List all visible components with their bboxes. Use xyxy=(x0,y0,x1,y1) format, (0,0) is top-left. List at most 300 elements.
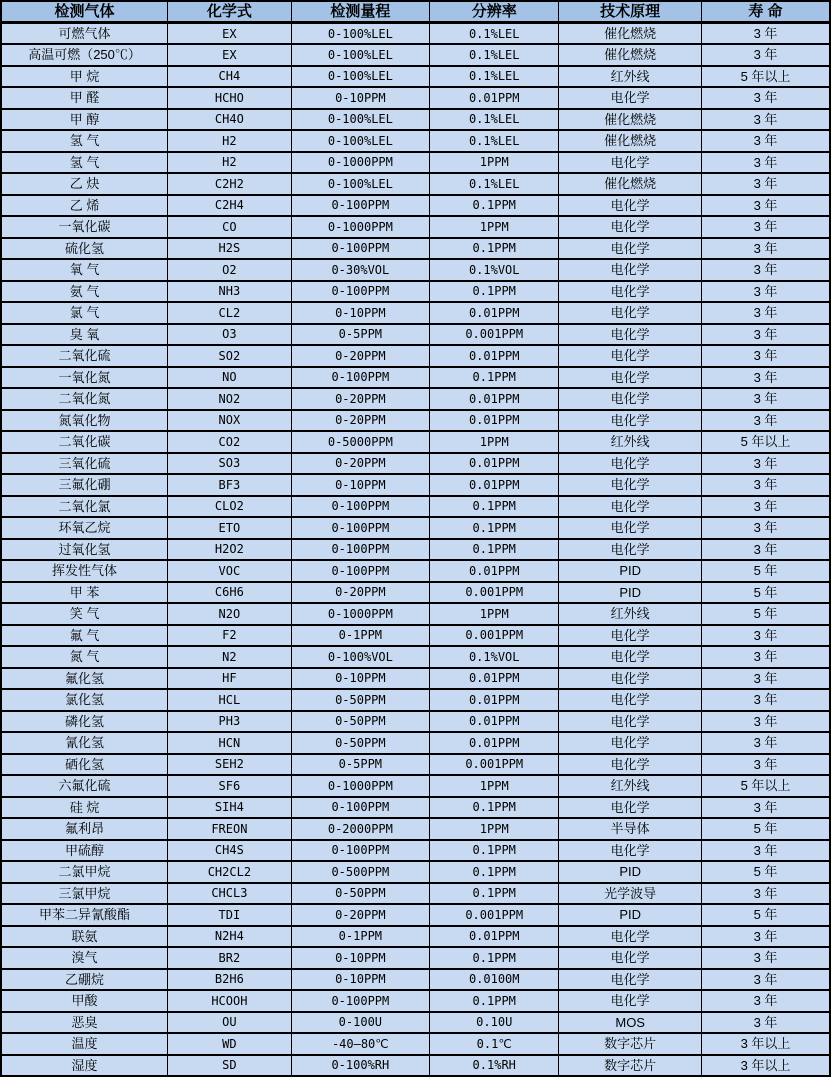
table-row xyxy=(1,302,830,324)
chemical-formula-cell: SO3 xyxy=(168,453,292,475)
resolution-cell: 0.1PPM xyxy=(430,840,559,862)
table-row xyxy=(1,195,830,217)
gas-name-cell: 溴气 xyxy=(1,947,168,969)
gas-name-cell: 氢 气 xyxy=(1,152,168,174)
lifespan-cell: 3 年 xyxy=(701,87,830,109)
gas-name-cell: 氢 气 xyxy=(1,130,168,152)
technology-principle-cell: 电化学 xyxy=(559,87,702,109)
technology-principle-cell: 电化学 xyxy=(559,668,702,690)
resolution-cell: 1PPM xyxy=(430,431,559,453)
gas-name-cell: 三氧化硫 xyxy=(1,453,168,475)
detection-range-cell: 0-100PPM xyxy=(291,281,429,303)
technology-principle-cell: 电化学 xyxy=(559,410,702,432)
detection-range-cell: 0-20PPM xyxy=(291,453,429,475)
detection-range-cell: 0-100%LEL xyxy=(291,109,429,131)
detection-range-cell: 0-100PPM xyxy=(291,238,429,260)
table-row xyxy=(1,23,830,45)
table-row xyxy=(1,840,830,862)
chemical-formula-cell: N2O xyxy=(168,603,292,625)
resolution-cell: 0.1%LEL xyxy=(430,173,559,195)
resolution-cell: 1PPM xyxy=(430,216,559,238)
gas-name-cell: 笑 气 xyxy=(1,603,168,625)
chemical-formula-cell: VOC xyxy=(168,560,292,582)
lifespan-cell: 3 年 xyxy=(701,130,830,152)
detection-range-cell: 0-100PPM xyxy=(291,195,429,217)
resolution-cell: 0.1PPM xyxy=(430,195,559,217)
resolution-cell: 0.1%VOL xyxy=(430,259,559,281)
table-row xyxy=(1,969,830,991)
technology-principle-cell: 电化学 xyxy=(559,517,702,539)
chemical-formula-cell: N2H4 xyxy=(168,926,292,948)
gas-name-cell: 二氧化碳 xyxy=(1,431,168,453)
resolution-cell: 0.1%LEL xyxy=(430,66,559,88)
lifespan-cell: 5 年 xyxy=(701,861,830,883)
technology-principle-cell: 电化学 xyxy=(559,367,702,389)
detection-range-cell: 0-10PPM xyxy=(291,969,429,991)
technology-principle-cell: 催化燃烧 xyxy=(559,109,702,131)
lifespan-cell: 5 年 xyxy=(701,818,830,840)
table-row xyxy=(1,152,830,174)
detection-range-cell: 0-1PPM xyxy=(291,926,429,948)
table-row xyxy=(1,754,830,776)
technology-principle-cell: 电化学 xyxy=(559,969,702,991)
resolution-cell: 0.1PPM xyxy=(430,947,559,969)
technology-principle-cell: PID xyxy=(559,582,702,604)
chemical-formula-cell: CHCL3 xyxy=(168,883,292,905)
detection-range-cell: 0-100PPM xyxy=(291,990,429,1012)
lifespan-cell: 3 年 xyxy=(701,216,830,238)
lifespan-cell: 3 年以上 xyxy=(701,1055,830,1077)
technology-principle-cell: 数字芯片 xyxy=(559,1033,702,1055)
technology-principle-cell: 红外线 xyxy=(559,66,702,88)
detection-range-cell: 0-100PPM xyxy=(291,797,429,819)
chemical-formula-cell: NO2 xyxy=(168,388,292,410)
chemical-formula-cell: WD xyxy=(168,1033,292,1055)
gas-name-cell: 硒化氢 xyxy=(1,754,168,776)
gas-name-cell: 甲苯二异氰酸酯 xyxy=(1,904,168,926)
resolution-cell: 0.1PPM xyxy=(430,281,559,303)
gas-name-cell: 甲 烷 xyxy=(1,66,168,88)
resolution-cell: 0.01PPM xyxy=(430,388,559,410)
technology-principle-cell: 电化学 xyxy=(559,646,702,668)
detection-range-cell: -40—80℃ xyxy=(291,1033,429,1055)
table-row xyxy=(1,517,830,539)
detection-range-cell: 0-10PPM xyxy=(291,302,429,324)
technology-principle-cell: 电化学 xyxy=(559,216,702,238)
table-row xyxy=(1,539,830,561)
table-row xyxy=(1,926,830,948)
lifespan-cell: 3 年 xyxy=(701,345,830,367)
detection-range-cell: 0-20PPM xyxy=(291,345,429,367)
chemical-formula-cell: C6H6 xyxy=(168,582,292,604)
lifespan-cell: 3 年 xyxy=(701,23,830,45)
technology-principle-cell: 电化学 xyxy=(559,711,702,733)
lifespan-cell: 3 年 xyxy=(701,1012,830,1034)
resolution-cell: 0.1%LEL xyxy=(430,44,559,66)
table-row xyxy=(1,453,830,475)
gas-name-cell: 过氧化氢 xyxy=(1,539,168,561)
lifespan-cell: 3 年 xyxy=(701,732,830,754)
technology-principle-cell: 红外线 xyxy=(559,431,702,453)
detection-range-cell: 0-10PPM xyxy=(291,668,429,690)
chemical-formula-cell: HCN xyxy=(168,732,292,754)
chemical-formula-cell: CLO2 xyxy=(168,496,292,518)
lifespan-cell: 3 年 xyxy=(701,689,830,711)
chemical-formula-cell: SIH4 xyxy=(168,797,292,819)
gas-name-cell: 氮 气 xyxy=(1,646,168,668)
technology-principle-cell: 光学波导 xyxy=(559,883,702,905)
resolution-cell: 0.01PPM xyxy=(430,345,559,367)
gas-name-cell: 二氧化氯 xyxy=(1,496,168,518)
chemical-formula-cell: CH4 xyxy=(168,66,292,88)
gas-name-cell: 硅 烷 xyxy=(1,797,168,819)
resolution-cell: 0.001PPM xyxy=(430,754,559,776)
technology-principle-cell: 数字芯片 xyxy=(559,1055,702,1077)
lifespan-cell: 3 年 xyxy=(701,259,830,281)
technology-principle-cell: 电化学 xyxy=(559,947,702,969)
table-row xyxy=(1,861,830,883)
lifespan-cell: 3 年 xyxy=(701,281,830,303)
table-row xyxy=(1,904,830,926)
table-row xyxy=(1,216,830,238)
chemical-formula-cell: O3 xyxy=(168,324,292,346)
table-row xyxy=(1,496,830,518)
column-header-principle: 技术原理 xyxy=(559,1,702,23)
technology-principle-cell: 电化学 xyxy=(559,345,702,367)
table-row xyxy=(1,1033,830,1055)
technology-principle-cell: 电化学 xyxy=(559,281,702,303)
gas-name-cell: 氨 气 xyxy=(1,281,168,303)
chemical-formula-cell: NOX xyxy=(168,410,292,432)
chemical-formula-cell: H2 xyxy=(168,130,292,152)
detection-range-cell: 0-100%VOL xyxy=(291,646,429,668)
lifespan-cell: 3 年 xyxy=(701,410,830,432)
detection-range-cell: 0-100PPM xyxy=(291,560,429,582)
table-row xyxy=(1,775,830,797)
chemical-formula-cell: BR2 xyxy=(168,947,292,969)
gas-name-cell: 乙 烯 xyxy=(1,195,168,217)
column-header-range: 检测量程 xyxy=(291,1,429,23)
technology-principle-cell: 电化学 xyxy=(559,689,702,711)
resolution-cell: 0.1PPM xyxy=(430,496,559,518)
table-row xyxy=(1,646,830,668)
resolution-cell: 0.001PPM xyxy=(430,625,559,647)
column-header-formula: 化学式 xyxy=(168,1,292,23)
resolution-cell: 0.01PPM xyxy=(430,474,559,496)
table-row xyxy=(1,474,830,496)
gas-name-cell: 恶臭 xyxy=(1,1012,168,1034)
technology-principle-cell: 电化学 xyxy=(559,539,702,561)
table-row xyxy=(1,990,830,1012)
detection-range-cell: 0-100%LEL xyxy=(291,23,429,45)
resolution-cell: 0.1%RH xyxy=(430,1055,559,1077)
chemical-formula-cell: OU xyxy=(168,1012,292,1034)
table-row xyxy=(1,238,830,260)
gas-name-cell: 氮氧化物 xyxy=(1,410,168,432)
table-row xyxy=(1,1012,830,1034)
technology-principle-cell: 电化学 xyxy=(559,496,702,518)
lifespan-cell: 5 年 xyxy=(701,603,830,625)
chemical-formula-cell: H2S xyxy=(168,238,292,260)
resolution-cell: 0.1%VOL xyxy=(430,646,559,668)
gas-name-cell: 六氟化硫 xyxy=(1,775,168,797)
table-row xyxy=(1,818,830,840)
table-row xyxy=(1,603,830,625)
detection-range-cell: 0-100PPM xyxy=(291,367,429,389)
lifespan-cell: 5 年以上 xyxy=(701,66,830,88)
lifespan-cell: 3 年 xyxy=(701,625,830,647)
gas-name-cell: 氟 气 xyxy=(1,625,168,647)
resolution-cell: 0.001PPM xyxy=(430,582,559,604)
lifespan-cell: 3 年 xyxy=(701,840,830,862)
technology-principle-cell: PID xyxy=(559,904,702,926)
column-header-gas: 检测气体 xyxy=(1,1,168,23)
technology-principle-cell: MOS xyxy=(559,1012,702,1034)
chemical-formula-cell: HF xyxy=(168,668,292,690)
detection-range-cell: 0-2000PPM xyxy=(291,818,429,840)
lifespan-cell: 3 年 xyxy=(701,990,830,1012)
resolution-cell: 0.1%LEL xyxy=(430,23,559,45)
resolution-cell: 0.1%LEL xyxy=(430,109,559,131)
resolution-cell: 1PPM xyxy=(430,818,559,840)
resolution-cell: 0.1PPM xyxy=(430,861,559,883)
resolution-cell: 0.10U xyxy=(430,1012,559,1034)
table-row xyxy=(1,689,830,711)
gas-name-cell: 乙硼烷 xyxy=(1,969,168,991)
technology-principle-cell: 电化学 xyxy=(559,195,702,217)
technology-principle-cell: 电化学 xyxy=(559,797,702,819)
technology-principle-cell: 催化燃烧 xyxy=(559,44,702,66)
table-row xyxy=(1,281,830,303)
detection-range-cell: 0-5000PPM xyxy=(291,431,429,453)
chemical-formula-cell: CH4O xyxy=(168,109,292,131)
gas-name-cell: 氯 气 xyxy=(1,302,168,324)
lifespan-cell: 3 年 xyxy=(701,539,830,561)
lifespan-cell: 3 年 xyxy=(701,711,830,733)
table-body xyxy=(1,23,830,1077)
detection-range-cell: 0-100%RH xyxy=(291,1055,429,1077)
detection-range-cell: 0-10PPM xyxy=(291,474,429,496)
technology-principle-cell: 电化学 xyxy=(559,474,702,496)
lifespan-cell: 3 年 xyxy=(701,195,830,217)
table-row xyxy=(1,87,830,109)
technology-principle-cell: 红外线 xyxy=(559,603,702,625)
gas-name-cell: 高温可燃（250℃） xyxy=(1,44,168,66)
lifespan-cell: 3 年 xyxy=(701,947,830,969)
gas-name-cell: 二氧化氮 xyxy=(1,388,168,410)
resolution-cell: 0.01PPM xyxy=(430,711,559,733)
chemical-formula-cell: H2 xyxy=(168,152,292,174)
resolution-cell: 0.0100M xyxy=(430,969,559,991)
chemical-formula-cell: CO xyxy=(168,216,292,238)
detection-range-cell: 0-100PPM xyxy=(291,539,429,561)
resolution-cell: 0.01PPM xyxy=(430,689,559,711)
resolution-cell: 0.1PPM xyxy=(430,990,559,1012)
gas-name-cell: 二氧化硫 xyxy=(1,345,168,367)
technology-principle-cell: 电化学 xyxy=(559,302,702,324)
chemical-formula-cell: EX xyxy=(168,44,292,66)
technology-principle-cell: 电化学 xyxy=(559,238,702,260)
gas-name-cell: 氟利昂 xyxy=(1,818,168,840)
resolution-cell: 0.1PPM xyxy=(430,367,559,389)
chemical-formula-cell: HCL xyxy=(168,689,292,711)
lifespan-cell: 3 年 xyxy=(701,517,830,539)
lifespan-cell: 3 年 xyxy=(701,238,830,260)
table-row xyxy=(1,732,830,754)
technology-principle-cell: 催化燃烧 xyxy=(559,130,702,152)
detection-range-cell: 0-20PPM xyxy=(291,410,429,432)
table-row xyxy=(1,44,830,66)
table-row xyxy=(1,668,830,690)
lifespan-cell: 3 年 xyxy=(701,668,830,690)
lifespan-cell: 3 年 xyxy=(701,646,830,668)
detection-range-cell: 0-1000PPM xyxy=(291,216,429,238)
table-row xyxy=(1,582,830,604)
technology-principle-cell: 红外线 xyxy=(559,775,702,797)
lifespan-cell: 3 年 xyxy=(701,367,830,389)
gas-name-cell: 甲硫醇 xyxy=(1,840,168,862)
resolution-cell: 0.01PPM xyxy=(430,560,559,582)
table-row xyxy=(1,947,830,969)
chemical-formula-cell: B2H6 xyxy=(168,969,292,991)
chemical-formula-cell: SEH2 xyxy=(168,754,292,776)
lifespan-cell: 3 年 xyxy=(701,302,830,324)
chemical-formula-cell: SF6 xyxy=(168,775,292,797)
gas-name-cell: 挥发性气体 xyxy=(1,560,168,582)
detection-range-cell: 0-20PPM xyxy=(291,388,429,410)
gas-name-cell: 温度 xyxy=(1,1033,168,1055)
gas-name-cell: 氧 气 xyxy=(1,259,168,281)
lifespan-cell: 3 年 xyxy=(701,44,830,66)
detection-range-cell: 0-1000PPM xyxy=(291,775,429,797)
resolution-cell: 1PPM xyxy=(430,775,559,797)
technology-principle-cell: 电化学 xyxy=(559,625,702,647)
lifespan-cell: 3 年 xyxy=(701,883,830,905)
resolution-cell: 0.1PPM xyxy=(430,797,559,819)
table-row xyxy=(1,130,830,152)
table-row xyxy=(1,109,830,131)
lifespan-cell: 3 年 xyxy=(701,109,830,131)
gas-name-cell: 环氧乙烷 xyxy=(1,517,168,539)
gas-name-cell: 联氨 xyxy=(1,926,168,948)
lifespan-cell: 3 年 xyxy=(701,926,830,948)
detection-range-cell: 0-10PPM xyxy=(291,947,429,969)
chemical-formula-cell: CH2CL2 xyxy=(168,861,292,883)
detection-range-cell: 0-100%LEL xyxy=(291,66,429,88)
detection-range-cell: 0-10PPM xyxy=(291,87,429,109)
resolution-cell: 1PPM xyxy=(430,603,559,625)
gas-name-cell: 一氧化氮 xyxy=(1,367,168,389)
detection-range-cell: 0-20PPM xyxy=(291,582,429,604)
chemical-formula-cell: PH3 xyxy=(168,711,292,733)
resolution-cell: 0.1PPM xyxy=(430,517,559,539)
resolution-cell: 1PPM xyxy=(430,152,559,174)
table-row xyxy=(1,711,830,733)
chemical-formula-cell: CL2 xyxy=(168,302,292,324)
gas-name-cell: 甲 醇 xyxy=(1,109,168,131)
detection-range-cell: 0-50PPM xyxy=(291,711,429,733)
detection-range-cell: 0-100U xyxy=(291,1012,429,1034)
chemical-formula-cell: TDI xyxy=(168,904,292,926)
gas-name-cell: 磷化氢 xyxy=(1,711,168,733)
technology-principle-cell: 电化学 xyxy=(559,152,702,174)
gas-name-cell: 可燃气体 xyxy=(1,23,168,45)
resolution-cell: 0.01PPM xyxy=(430,732,559,754)
chemical-formula-cell: BF3 xyxy=(168,474,292,496)
lifespan-cell: 3 年 xyxy=(701,474,830,496)
chemical-formula-cell: NH3 xyxy=(168,281,292,303)
chemical-formula-cell: SO2 xyxy=(168,345,292,367)
detection-range-cell: 0-50PPM xyxy=(291,689,429,711)
gas-name-cell: 氟化氢 xyxy=(1,668,168,690)
chemical-formula-cell: HCHO xyxy=(168,87,292,109)
detection-range-cell: 0-30%VOL xyxy=(291,259,429,281)
technology-principle-cell: PID xyxy=(559,560,702,582)
gas-name-cell: 湿度 xyxy=(1,1055,168,1077)
detection-range-cell: 0-50PPM xyxy=(291,883,429,905)
resolution-cell: 0.001PPM xyxy=(430,904,559,926)
lifespan-cell: 5 年 xyxy=(701,582,830,604)
detection-range-cell: 0-100%LEL xyxy=(291,130,429,152)
table-row xyxy=(1,410,830,432)
detection-range-cell: 0-20PPM xyxy=(291,904,429,926)
resolution-cell: 0.01PPM xyxy=(430,668,559,690)
gas-name-cell: 甲 苯 xyxy=(1,582,168,604)
lifespan-cell: 3 年以上 xyxy=(701,1033,830,1055)
technology-principle-cell: 电化学 xyxy=(559,926,702,948)
detection-range-cell: 0-100PPM xyxy=(291,840,429,862)
gas-name-cell: 乙 炔 xyxy=(1,173,168,195)
resolution-cell: 0.1PPM xyxy=(430,539,559,561)
gas-name-cell: 一氧化碳 xyxy=(1,216,168,238)
column-header-life: 寿 命 xyxy=(701,1,830,23)
table-row xyxy=(1,388,830,410)
resolution-cell: 0.001PPM xyxy=(430,324,559,346)
gas-name-cell: 臭 氧 xyxy=(1,324,168,346)
table-row xyxy=(1,367,830,389)
gas-name-cell: 甲酸 xyxy=(1,990,168,1012)
chemical-formula-cell: C2H4 xyxy=(168,195,292,217)
gas-name-cell: 三氯甲烷 xyxy=(1,883,168,905)
lifespan-cell: 5 年 xyxy=(701,904,830,926)
resolution-cell: 0.01PPM xyxy=(430,453,559,475)
detection-range-cell: 0-1000PPM xyxy=(291,152,429,174)
technology-principle-cell: 电化学 xyxy=(559,840,702,862)
detection-range-cell: 0-100%LEL xyxy=(291,173,429,195)
lifespan-cell: 3 年 xyxy=(701,173,830,195)
chemical-formula-cell: H2O2 xyxy=(168,539,292,561)
lifespan-cell: 3 年 xyxy=(701,969,830,991)
resolution-cell: 0.01PPM xyxy=(430,87,559,109)
detection-range-cell: 0-100%LEL xyxy=(291,44,429,66)
technology-principle-cell: 催化燃烧 xyxy=(559,23,702,45)
resolution-cell: 0.01PPM xyxy=(430,410,559,432)
technology-principle-cell: 电化学 xyxy=(559,754,702,776)
detection-range-cell: 0-100PPM xyxy=(291,517,429,539)
resolution-cell: 0.01PPM xyxy=(430,926,559,948)
table-row xyxy=(1,66,830,88)
chemical-formula-cell: F2 xyxy=(168,625,292,647)
technology-principle-cell: 电化学 xyxy=(559,453,702,475)
column-header-res: 分辨率 xyxy=(430,1,559,23)
lifespan-cell: 5 年以上 xyxy=(701,431,830,453)
detection-range-cell: 0-50PPM xyxy=(291,732,429,754)
gas-name-cell: 氯化氢 xyxy=(1,689,168,711)
technology-principle-cell: 电化学 xyxy=(559,732,702,754)
lifespan-cell: 3 年 xyxy=(701,152,830,174)
chemical-formula-cell: HCOOH xyxy=(168,990,292,1012)
lifespan-cell: 3 年 xyxy=(701,324,830,346)
